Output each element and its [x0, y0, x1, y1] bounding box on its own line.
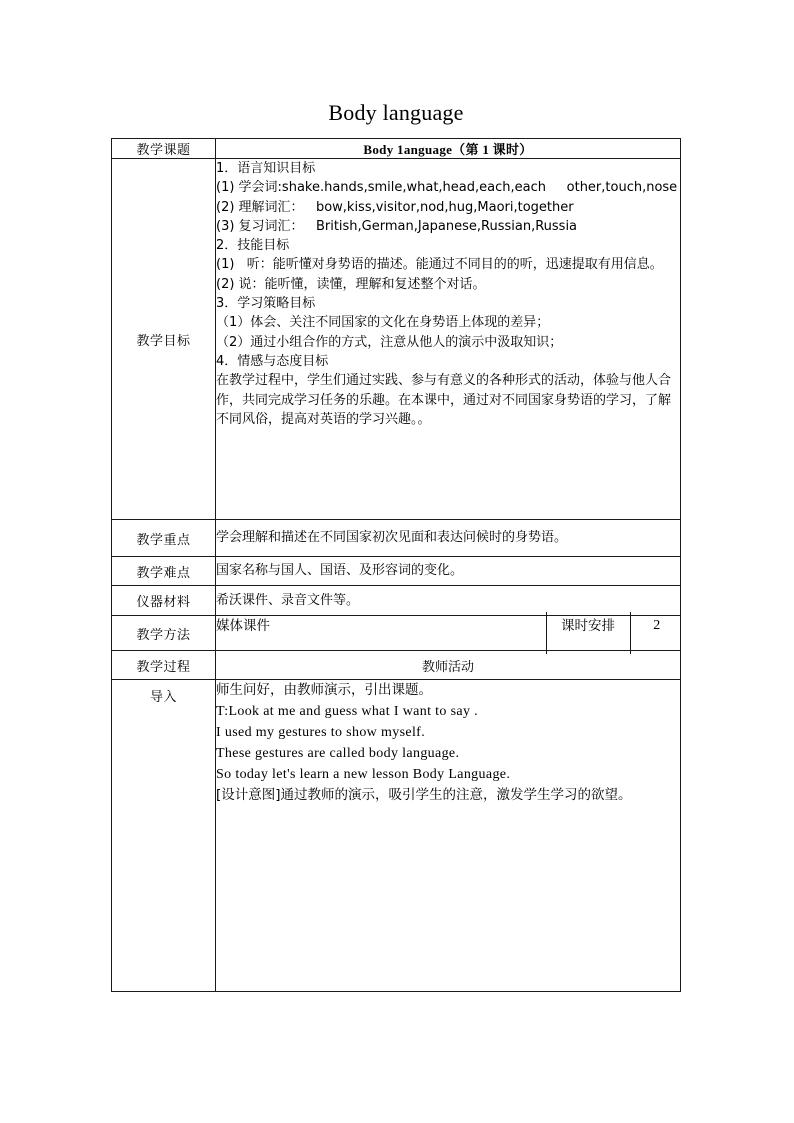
- text-line: These gestures are called body language.: [216, 746, 460, 761]
- method-value: 媒体课件: [216, 618, 270, 634]
- row-value-topic: Body 1anguage（第 1 课时）: [216, 139, 681, 159]
- text-line: So today let's learn a new lesson Body Language.: [216, 767, 511, 782]
- text-line: 4．情感与态度目标: [216, 353, 329, 369]
- table-row-method: [112, 616, 681, 651]
- row-value-difficulty: 国家名称与国人、国语、及形容词的变化。: [216, 557, 681, 586]
- text-line: 2．技能目标: [216, 238, 290, 254]
- row-label-topic: 教学课题: [112, 139, 216, 159]
- text-line: 在教学过程中，学生们通过实践、参与有意义的各种形式的活动，体验与他人合作，共同完成学习任务的乐趣。在本课中，通过对不同国家身势语的学习，了解不同风俗，提高对英语的学习兴趣。。: [216, 373, 672, 427]
- row-label-intro: 导入: [112, 680, 216, 992]
- text-line: (2) 说：能听懂，读懂，理解和复述整个对话。: [216, 276, 486, 292]
- text-line: (3) 复习词汇： British,German,Japanese,Russian,Russia: [216, 218, 578, 234]
- text-line: 3．学习策略目标: [216, 296, 316, 312]
- row-value-intro: [216, 680, 681, 992]
- text-line: 1．语言知识目标: [216, 161, 316, 176]
- table-row-intro: [112, 680, 681, 992]
- row-value-objectives: [216, 159, 681, 520]
- row-value-materials: 希沃课件、录音文件等。: [216, 586, 681, 616]
- row-label-materials: 仪器材料: [112, 586, 216, 616]
- table-row-objectives: [112, 159, 681, 520]
- text-line: 师生问好，由教师演示，引出课题。: [216, 682, 432, 698]
- row-label-method: 教学方法: [112, 616, 216, 651]
- row-value-focus: 学会理解和描述在不同国家初次见面和表达问候时的身势语。: [216, 520, 681, 557]
- text-line: （1）体会、关注不同国家的文化在身势语上体现的差异；: [216, 315, 550, 331]
- row-label-process: 教学过程: [112, 651, 216, 680]
- table-row-focus: [112, 520, 681, 557]
- text-line: （2）通过小组合作的方式，注意从他人的演示中汲取知识；: [216, 334, 563, 350]
- row-value-method: [216, 616, 681, 651]
- lesson-plan-table: [111, 138, 681, 992]
- objectives-line-list: [216, 159, 680, 429]
- text-line: (1) 听：能听懂对身势语的描述。能通过不同目的的听，迅速提取有用信息。: [216, 257, 663, 273]
- row-label-focus: 教学重点: [112, 520, 216, 557]
- row-label-difficulty: 教学难点: [112, 557, 216, 586]
- text-line: T:Look at me and guess what I want to say .: [216, 704, 479, 719]
- period-value: 2: [630, 612, 683, 654]
- text-line: (1) 学会词:shake.hands,smile,what,head,each,each other,touch,nose: [216, 180, 678, 196]
- table-row-difficulty: [112, 557, 681, 586]
- table-row-materials: [112, 586, 681, 616]
- text-line: (2) 理解词汇： bow,kiss,visitor,nod,hug,Maori,together: [216, 199, 574, 215]
- period-label: 课时安排: [546, 612, 630, 654]
- row-label-objectives: 教学目标: [112, 159, 216, 520]
- text-line: I used my gestures to show myself.: [216, 725, 426, 740]
- table-row-process: [112, 651, 681, 680]
- text-line: [设计意图]通过教师的演示，吸引学生的注意，激发学生学习的欲望。: [216, 787, 632, 803]
- row-value-process: 教师活动: [216, 651, 681, 680]
- intro-line-list: [216, 680, 680, 806]
- page-title: Body language: [328, 100, 464, 125]
- table-row-topic: [112, 139, 681, 159]
